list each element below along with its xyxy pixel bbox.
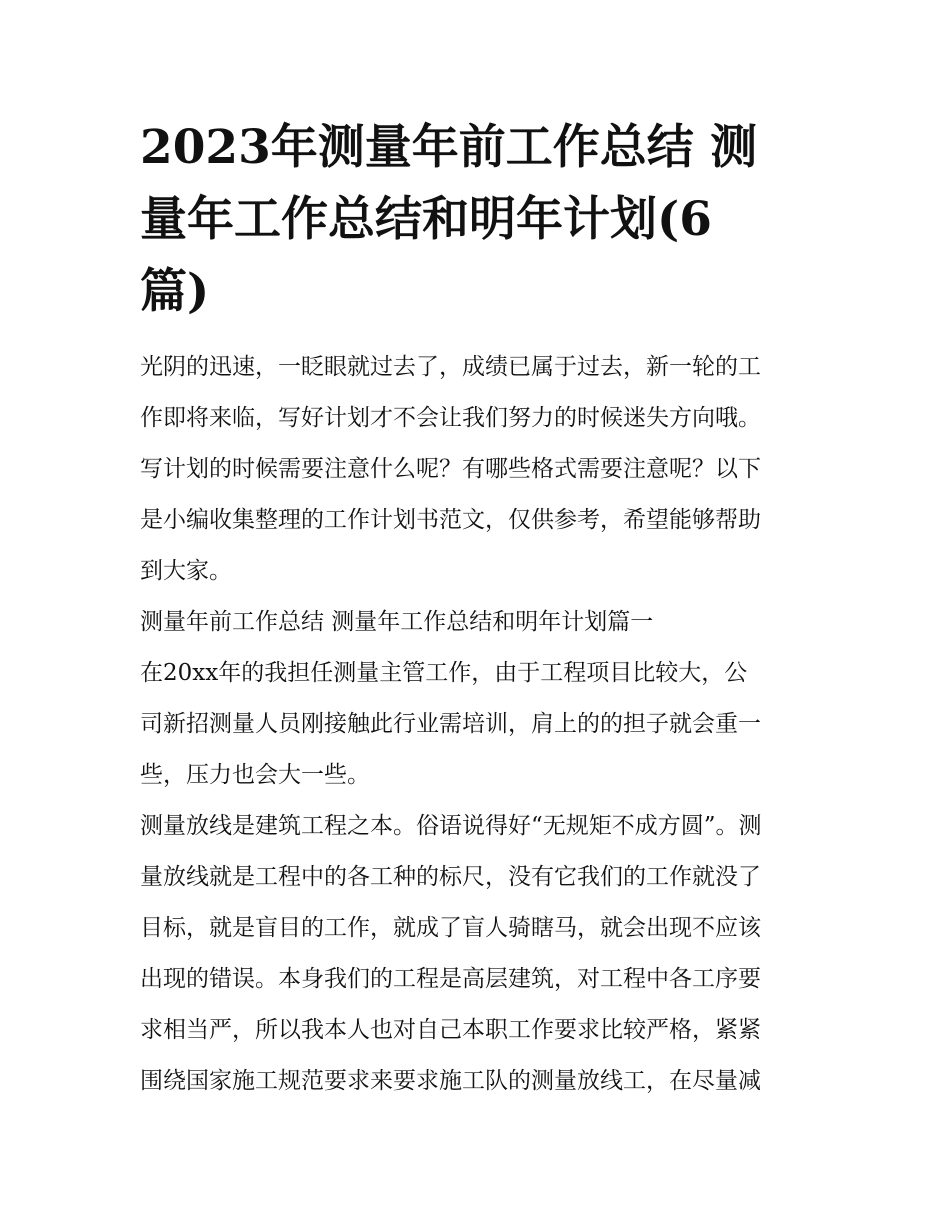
text-line: 是小编收集整理的工作计划书范文，仅供参考，希望能够帮助 [140,507,761,533]
title-line: 量年工作总结和明年计划(6 [140,192,712,247]
body-paragraph [140,801,812,1107]
text-line: 测量放线是建筑工程之本。俗语说得好“无规矩不成方圆”。测 [140,813,762,839]
text-line: 量放线就是工程中的各工种的标尺，没有它我们的工作就没了 [140,864,761,890]
text-line: 求相当严，所以我本人也对自己本职工作要求比较严格，紧紧 [140,1017,761,1043]
title-line: 2023年测量年前工作总结 测 [140,120,758,175]
text-line: 围绕国家施工规范要求来要求施工队的测量放线工，在尽量减 [140,1068,761,1094]
section-heading [140,597,812,648]
text-line: 写计划的时候需要注意什么呢？有哪些格式需要注意呢？以下 [140,456,761,482]
text-line: 光阴的迅速，一眨眼就过去了，成绩已属于过去，新一轮的工 [140,354,761,380]
text-line: 司新招测量人员刚接触此行业需培训，肩上的的担子就会重一 [140,711,761,737]
text-line: 到大家。 [140,558,232,584]
title-line: 篇) [140,264,210,319]
document-title [140,112,780,328]
text-line: 在20xx年的我担任测量主管工作，由于工程项目比较大，公 [140,660,748,686]
text-line: 些，压力也会大一些。 [140,762,370,788]
text-line: 作即将来临，写好计划才不会让我们努力的时候迷失方向哦。 [140,405,761,431]
text-line: 测量年前工作总结 测量年工作总结和明年计划篇一 [140,609,654,635]
text-line: 出现的错误。本身我们的工程是高层建筑，对工程中各工序要 [140,966,761,992]
document-body [140,112,812,1107]
text-line: 目标，就是盲目的工作，就成了盲人骑瞎马，就会出现不应该 [140,915,761,941]
intro-paragraph [140,342,812,597]
body-paragraph [140,648,812,801]
